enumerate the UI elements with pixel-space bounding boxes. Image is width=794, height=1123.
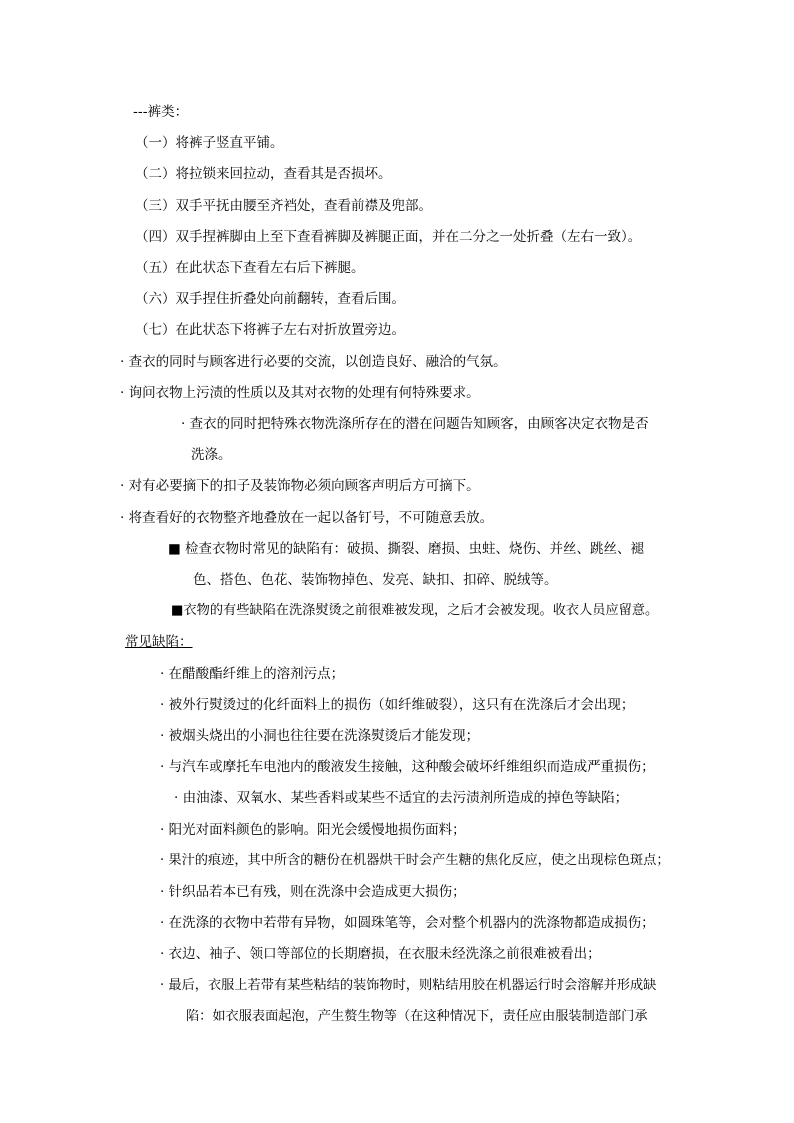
pants-step: （三）双手平抚由腰至齐裆处，查看前襟及兜部。 — [135, 198, 432, 214]
common-defect-item: · 在醋酸酯纤维上的溶剂污点； — [160, 666, 345, 682]
defects-note: ■衣物的有些缺陷在洗涤熨烫之前很难被发现，之后才会被发现。收衣人员应留意。 — [171, 603, 659, 618]
defects-list: ■ 检查衣物时常见的缺陷有：破损、撕裂、磨损、虫蛀、烧伤、并丝、跳丝、褪 — [168, 541, 645, 557]
bullet-item: · 将查看好的衣物整齐地叠放在一起以备钉号，不可随意丢放。 — [120, 510, 494, 526]
common-defect-item: · 与汽车或摩托车电池内的酸液发生接触，这种酸会破坏纤维组织而造成严重损伤； — [160, 759, 655, 775]
common-defect-item: · 阳光对面料颜色的影响。阳光会缓慢地损伤面料； — [160, 822, 466, 838]
common-defect-item: · 被外行熨烫过的化纤面料上的损伤（如纤维破裂），这只有在洗涤后才会出现； — [160, 697, 635, 713]
common-defect-item: · 被烟头烧出的小洞也往往要在洗涤熨烫后才能发现； — [160, 728, 480, 744]
pants-step: （二）将拉锁来回拉动，查看其是否损坏。 — [135, 166, 392, 182]
pants-heading: ---裤类： — [133, 104, 189, 120]
pants-step: （六）双手捏住折叠处向前翻转，查看后围。 — [135, 291, 405, 307]
common-defect-item: · 在洗涤的衣物中若带有异物，如圆珠笔等，会对整个机器内的洗涤物都造成损伤； — [160, 915, 655, 931]
common-defect-continuation: 陷：如衣服表面起泡，产生赘生物等（在这种情况下，责任应由服装制造部门承 — [186, 1009, 648, 1024]
defects-list-continuation: 色、搭色、色花、装饰物掉色、发亮、缺扣、扣碎、脱绒等。 — [193, 572, 558, 588]
common-defect-subitem: · 由油漆、双氧水、某些香料或某些不适宜的去污渍剂所造成的掉色等缺陷； — [174, 790, 629, 806]
common-defect-item: · 果汁的痕迹，其中所含的糖份在机器烘干时会产生糖的焦化反应，使之出现棕色斑点； — [160, 853, 670, 868]
pants-step: （一）将裤子竖直平铺。 — [135, 135, 284, 151]
bullet-item: · 对有必要摘下的扣子及装饰物必须向顾客声明后方可摘下。 — [120, 478, 480, 494]
bullet-item: · 查衣的同时与顾客进行必要的交流，以创造良好、融洽的气氛。 — [120, 354, 507, 370]
common-defects-heading: 常见缺陷： — [125, 634, 193, 650]
common-defect-item: · 最后，衣服上若带有某些粘结的装饰物时，则粘结用胶在机器运行时会溶解并形成缺 — [160, 978, 657, 993]
indented-bullet: · 查衣的同时把特殊衣物洗涤所存在的潜在问题告知顾客，由顾客决定衣物是否 — [181, 416, 649, 432]
pants-step: （五）在此状态下查看左右后下裤腿。 — [135, 260, 365, 276]
bullet-item: · 询问衣物上污渍的性质以及其对衣物的处理有何特殊要求。 — [120, 385, 480, 401]
common-defect-item: · 针织品若本已有残，则在洗涤中会造成更大损伤； — [160, 884, 466, 900]
pants-step: （七）在此状态下将裤子左右对折放置旁边。 — [135, 322, 405, 338]
indented-bullet-continuation: 洗涤。 — [191, 447, 232, 463]
pants-step: （四）双手捏裤脚由上至下查看裤脚及裤腿正面，并在二分之一处折叠（左右一致）。 — [135, 229, 642, 245]
common-defect-item: · 衣边、袖子、领口等部位的长期磨损，在衣服未经洗涤之前很难被看出； — [160, 946, 601, 962]
